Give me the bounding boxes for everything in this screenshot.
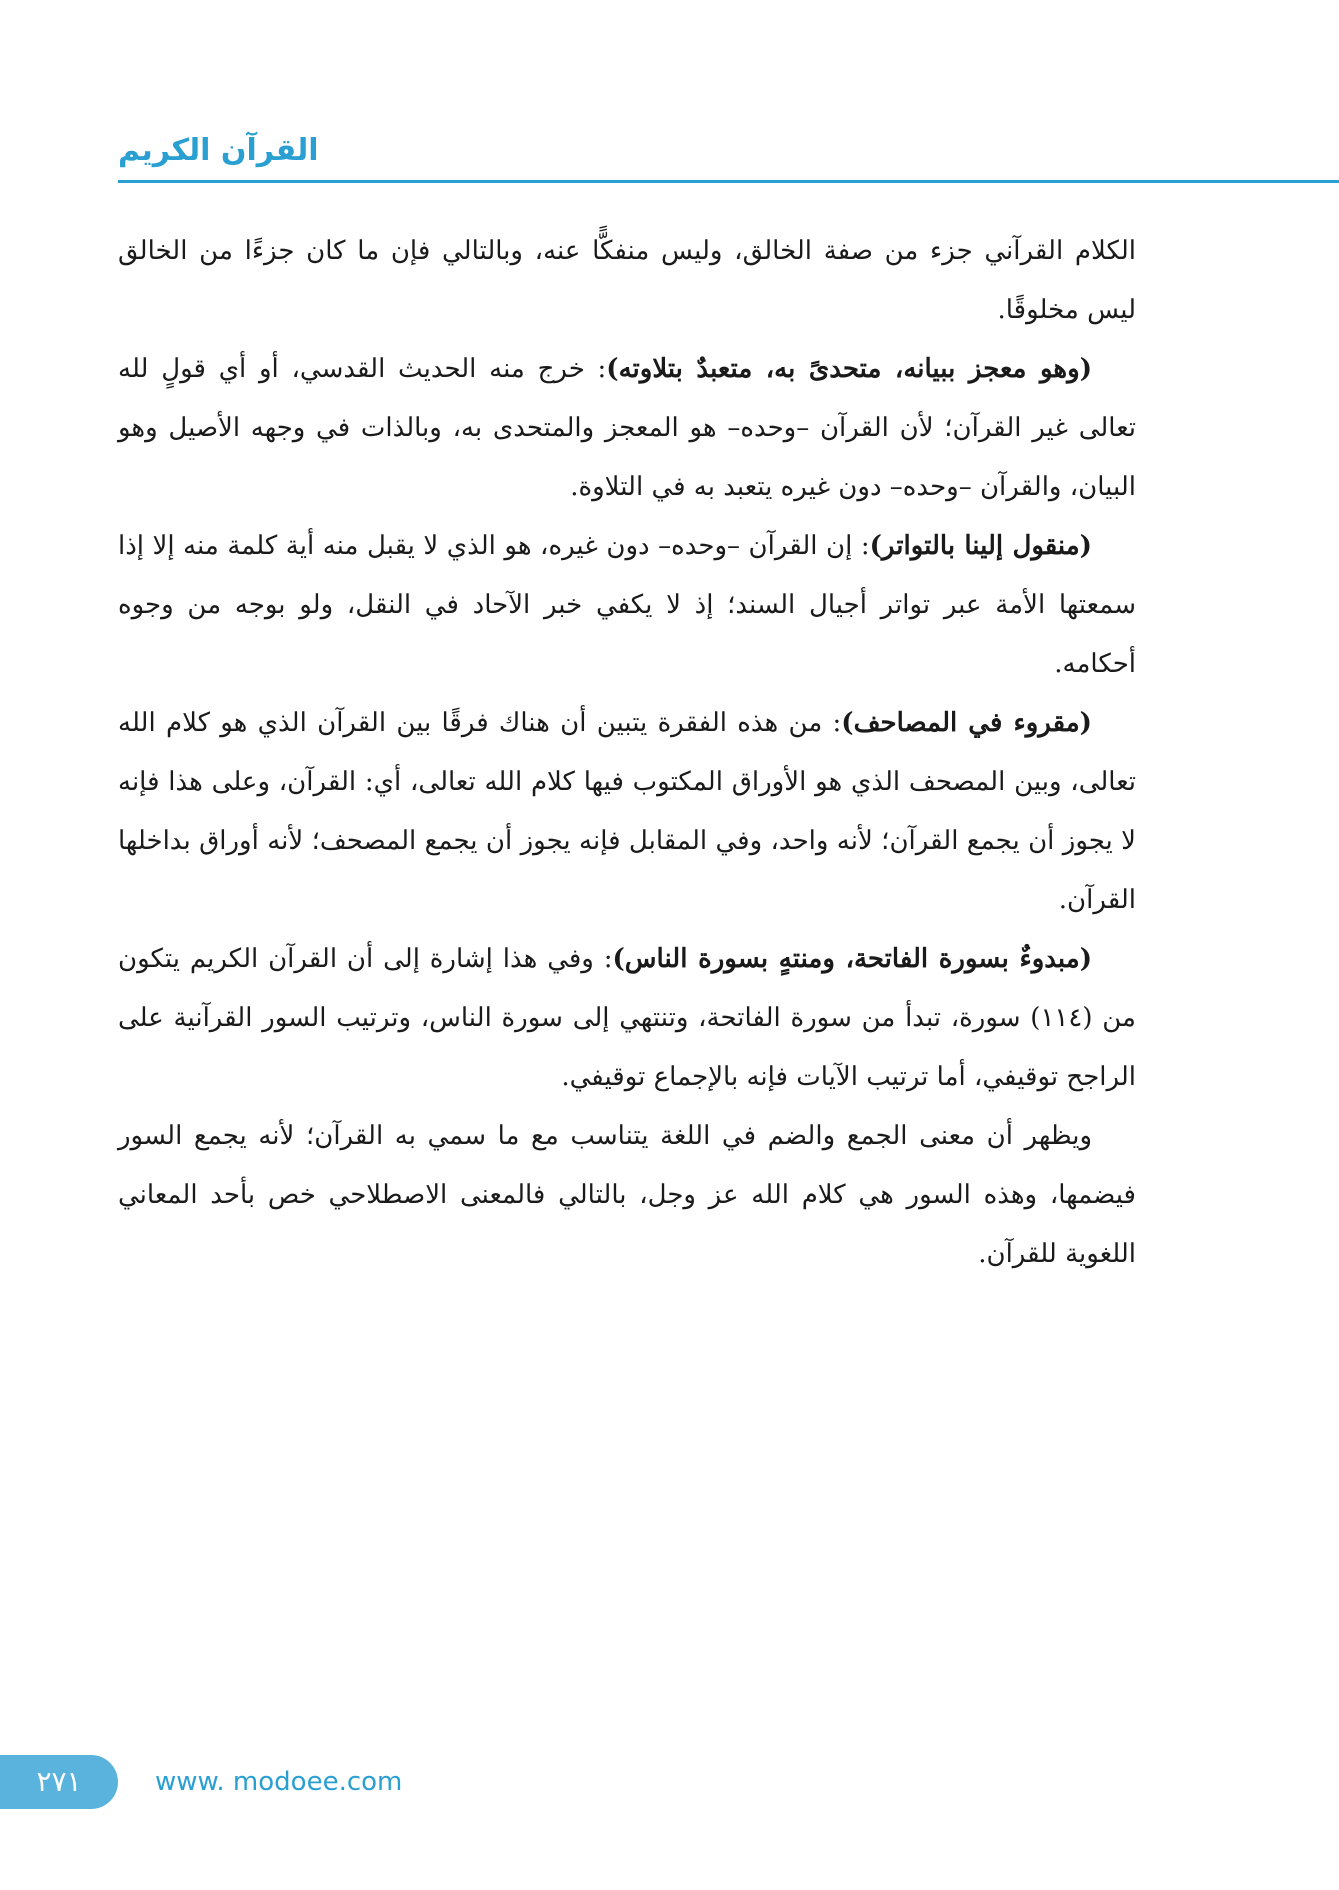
paragraph-3	[118, 517, 1136, 694]
paragraph-6	[118, 1107, 1136, 1284]
paragraph-6-text: ويظهر أن معنى الجمع والضم في اللغة يتناسب مع ما سمي به القرآن؛ لأنه يجمع السور فيضمها، وهذه السور هي كلام الله عز وجل، بالتالي فالمعنى الاصطلاحي خص بأحد المعاني اللغوية للقرآن.	[118, 1121, 1136, 1269]
paragraph-5-text: : وفي هذا إشارة إلى أن القرآن الكريم يتكون من (١١٤) سورة، تبدأ من سورة الفاتحة، وتنتهي إلى سورة الناس، وترتيب السور القرآنية على الراجح توقيفي، أما ترتيب الآيات فإنه بالإجماع توقيفي.	[118, 944, 1136, 1092]
website-link[interactable]	[155, 1760, 402, 1804]
paragraph-3-text: : إن القرآن –وحده– دون غيره، هو الذي لا يقبل منه أية كلمة منه إلا إذا سمعتها الأمة عبر تواتر أجيال السند؛ إذ لا يكفي خبر الآحاد في النقل، ولو بوجه من وجوه أحكامه.	[118, 531, 1136, 679]
paragraph-2	[118, 340, 1136, 517]
page-header	[118, 128, 1339, 188]
paragraph-1-text: الكلام القرآني جزء من صفة الخالق، وليس منفكًّا عنه، وبالتالي فإن ما كان جزءًا من الخالق ليس مخلوقًا.	[118, 236, 1136, 325]
paragraph-4-text: : من هذه الفقرة يتبين أن هناك فرقًا بين القرآن الذي هو كلام الله تعالى، وبين المصحف الذي هو الأوراق المكتوب فيها كلام الله تعالى، أي: القرآن، وعلى هذا فإنه لا يجوز أن يجمع القرآن؛ لأنه واحد، وفي المقابل فإنه يجوز أن يجمع المصحف؛ لأنه أوراق بداخلها القرآن.	[118, 708, 1136, 915]
paragraph-5-term: (مبدوءٌ بسورة الفاتحة، ومنتهٍ بسورة الناس)	[612, 944, 1092, 974]
paragraph-1	[118, 222, 1136, 340]
paragraph-2-text: : خرج منه الحديث القدسي، أو أي قولٍ لله تعالى غير القرآن؛ لأن القرآن –وحده– هو المعجز والمتحدى به، وبالذات في وجهه الأصيل وهو البيان، والقرآن –وحده– دون غيره يتعبد به في التلاوة.	[118, 354, 1136, 502]
website-url: www. modoee.com	[155, 1767, 403, 1797]
paragraph-4-term: (مقروء في المصاحف)	[841, 708, 1092, 738]
header-divider	[118, 180, 1339, 183]
page-number: ٢٧١	[36, 1765, 82, 1798]
page-number-badge	[0, 1755, 118, 1809]
paragraph-5	[118, 930, 1136, 1107]
page-body	[118, 222, 1136, 1284]
paragraph-2-term: (وهو معجز ببيانه، متحدىً به، متعبدٌ بتلاوته)	[606, 354, 1092, 384]
book-title-text: القرآن الكريم	[118, 133, 319, 168]
paragraph-4	[118, 694, 1136, 930]
paragraph-3-term: (منقول إلينا بالتواتر)	[869, 531, 1092, 561]
